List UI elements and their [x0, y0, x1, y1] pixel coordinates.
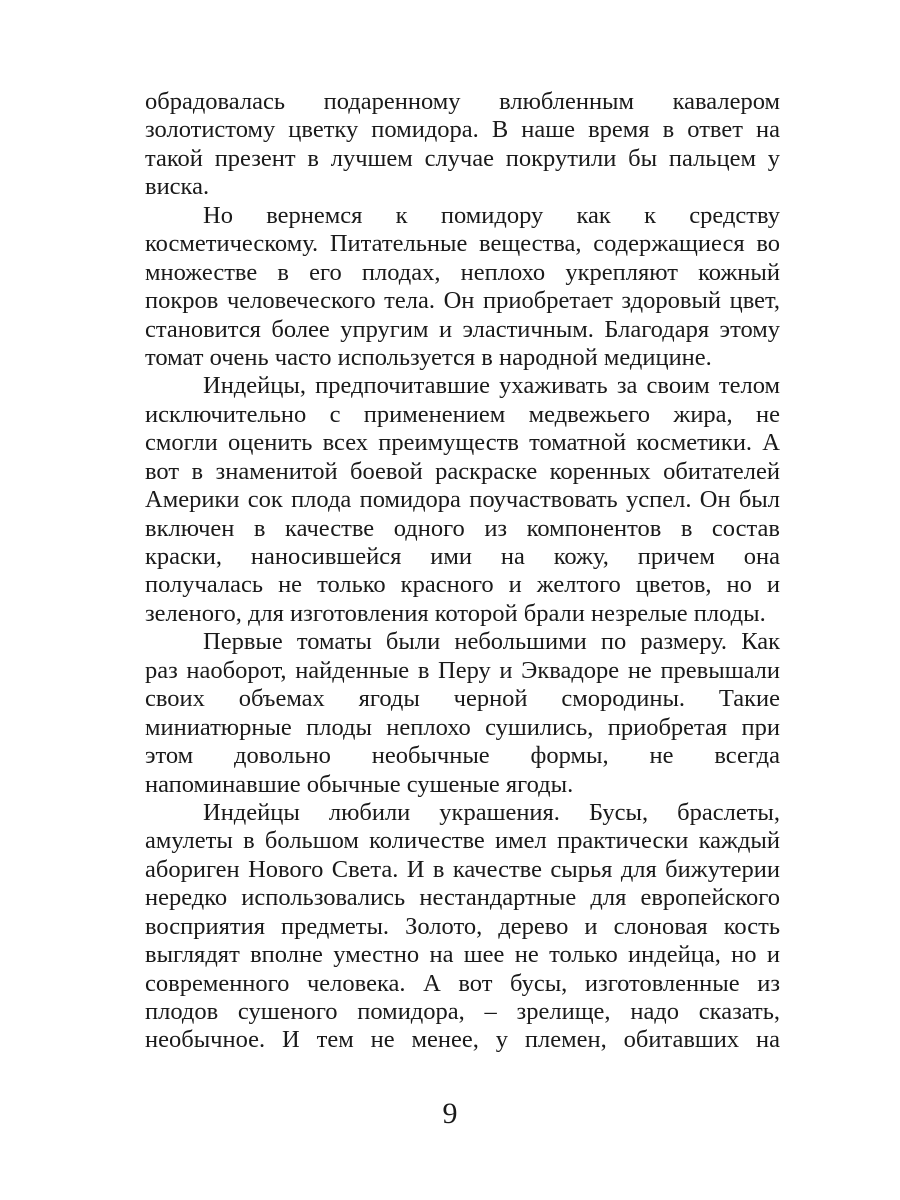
text-line: абориген Нового Света. И в качестве сырья для бижутерии [145, 855, 780, 883]
text-line: покров человеческого тела. Он приобретает здоровый цвет, [145, 287, 780, 315]
text-line: Первые томаты были небольшими по размеру. Как [203, 628, 780, 656]
paragraph-4 [145, 628, 780, 799]
text-line: нередко использовались нестандартные для европейского [145, 884, 780, 912]
text-line: амулеты в большом количестве имел практически каждый [145, 827, 780, 855]
text-line: напоминавшие обычные сушеные ягоды. [145, 770, 574, 798]
text-line: современного человека. А вот бусы, изготовленные из [145, 969, 780, 997]
text-line: косметическому. Питательные вещества, содержащиеся во [145, 230, 780, 258]
text-line: такой презент в лучшем случае покрутили бы пальцем у [145, 144, 780, 172]
text-line: плодов сушеного помидора, – зрелище, надо сказать, [145, 998, 780, 1025]
text-line: этом довольно необычные формы, не всегда [145, 742, 780, 770]
text-line: золотистому цветку помидора. В наше время в ответ на [145, 116, 780, 144]
text-line: раз наоборот, найденные в Перу и Эквадоре не превышали [145, 656, 780, 684]
text-line: восприятия предметы. Золото, дерево и слоновая кость [145, 912, 780, 940]
text-line: получалась не только красного и желтого цветов, но и [145, 571, 780, 599]
text-line: вот в знаменитой боевой раскраске коренных обитателей [145, 457, 780, 485]
text-line: Но вернемся к помидору как к средству [203, 201, 780, 229]
text-line: Америки сок плода помидора поучаствовать успел. Он был [145, 486, 780, 514]
body-text [145, 88, 780, 1055]
text-line: томат очень часто используется в народной медицине. [145, 343, 712, 371]
text-line: виска. [145, 173, 210, 201]
page-number: 9 [442, 1097, 458, 1130]
text-line: исключительно с применением медвежьего жира, не [145, 400, 780, 428]
text-line: выглядят вполне уместно на шее не только индейца, но и [145, 941, 780, 969]
text-line: множестве в его плодах, неплохо укрепляют кожный [145, 258, 780, 286]
text-line: краски, наносившейся ими на кожу, причем она [145, 543, 780, 570]
text-line: зеленого, для изготовления которой брали незрелые плоды. [145, 599, 766, 627]
text-line: необычное. И тем не менее, у племен, обитавших на [145, 1026, 780, 1054]
paragraph-2 [145, 202, 780, 373]
text-line: миниатюрные плоды неплохо сушились, приобретая при [145, 713, 780, 741]
text-line: Индейцы, предпочитавшие ухаживать за своим телом [203, 372, 780, 400]
paragraph-1 [145, 88, 780, 202]
text-line: становится более упругим и эластичным. Благодаря этому [145, 315, 780, 343]
text-line: Индейцы любили украшения. Бусы, браслеты, [203, 798, 780, 826]
text-line: своих объемах ягоды черной смородины. Такие [145, 685, 780, 713]
paragraph-5 [145, 799, 780, 1055]
text-line: обрадовалась подаренному влюбленным кавалером [145, 88, 780, 115]
text-line: включен в качестве одного из компонентов в состав [145, 514, 780, 542]
paragraph-3 [145, 372, 780, 628]
text-line: смогли оценить всех преимуществ томатной косметики. А [145, 429, 780, 457]
